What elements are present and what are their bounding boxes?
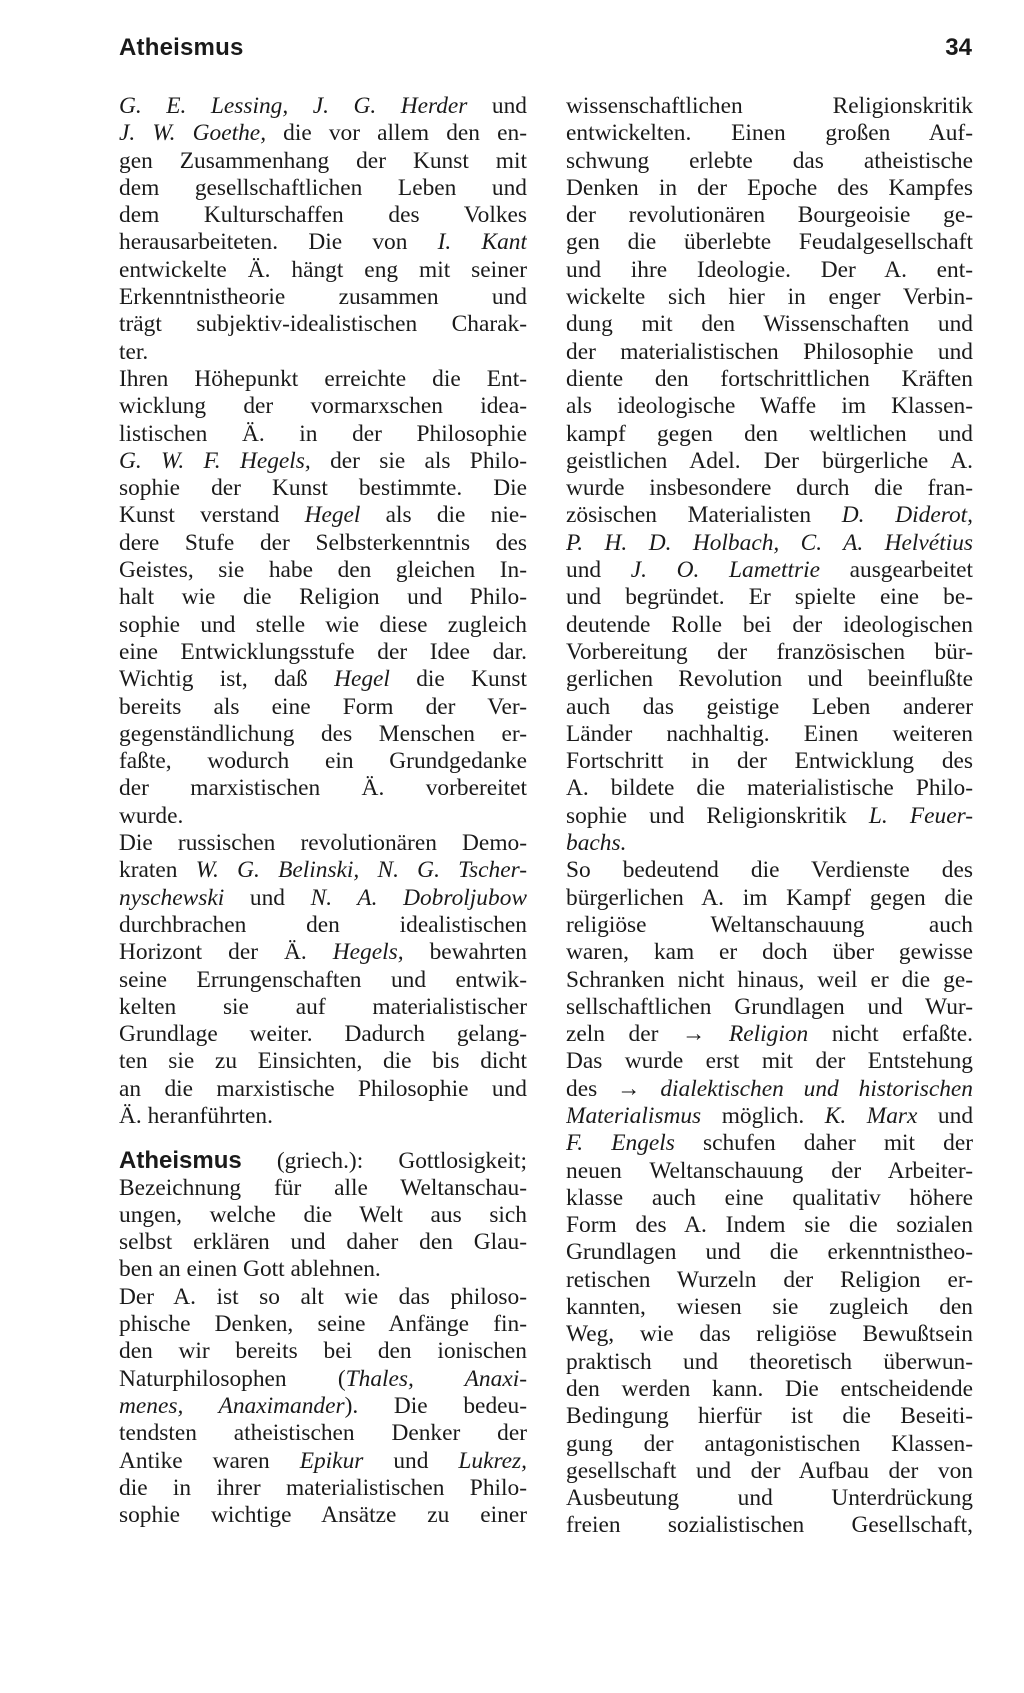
text-segment: Erkenntnistheorie zusammen und (119, 284, 527, 311)
entry-headword: Atheismus (119, 1147, 242, 1175)
text-segment: sophie und Religionskritik (566, 802, 869, 829)
text-line (119, 1475, 527, 1502)
text-segment: ungen, welche die Welt aus sich (119, 1201, 527, 1228)
text-line (119, 366, 527, 393)
text-line (566, 612, 973, 639)
text-segment: zeln der → (566, 1021, 729, 1048)
text-segment: kraten (119, 857, 196, 884)
text-line (566, 366, 973, 393)
text-segment: möglich. (701, 1102, 825, 1129)
text-segment: ausgearbeitet (819, 557, 973, 584)
text-line (566, 666, 973, 693)
text-segment: dem Kulturschaffen des Volkes (119, 202, 527, 229)
text-segment: tendsten atheistischen Denker der (119, 1420, 527, 1447)
text-segment: wicklung der vormarxschen idea- (119, 393, 527, 420)
text-line (119, 803, 527, 830)
italic-name: Religion (729, 1021, 809, 1048)
text-line (119, 748, 527, 775)
italic-name: Lukrez, (458, 1447, 527, 1474)
text-segment: sophie und stelle wie diese zugleich (119, 611, 527, 638)
text-segment: und begründet. Er spielte eine be- (566, 584, 973, 611)
italic-name: Thales, Anaxi- (345, 1365, 527, 1392)
text-segment: und ihre Ideologie. Der A. ent- (566, 256, 973, 283)
text-line (566, 1376, 973, 1403)
text-segment: des → (566, 1075, 661, 1102)
text-segment: auch das geistige Leben anderer (566, 693, 973, 720)
text-segment: A. bildete die materialistische Philo- (566, 775, 973, 802)
italic-name: dialektischen und historischen (660, 1075, 973, 1102)
text-segment: durchbrachen den idealistischen (119, 911, 527, 938)
text-line (566, 1103, 973, 1130)
text-line (119, 1147, 527, 1174)
text-segment: ten sie zu Einsichten, die bis dicht (119, 1048, 527, 1075)
text-line (119, 1175, 527, 1202)
text-line (566, 175, 973, 202)
text-line (566, 994, 973, 1021)
running-title: Atheismus (119, 34, 244, 61)
text-line (119, 93, 527, 120)
text-segment: Ihren Höhepunkt erreichte die Ent- (119, 365, 527, 392)
text-line (566, 1485, 973, 1512)
text-line (566, 1267, 973, 1294)
text-line (566, 530, 973, 557)
text-segment: die Kunst (389, 666, 527, 693)
text-line (119, 612, 527, 639)
italic-name: F. Engels (566, 1130, 675, 1157)
right-text-column (566, 93, 973, 1540)
text-line (119, 1021, 527, 1048)
text-segment: und (917, 1102, 973, 1129)
italic-name: J. O. Lamettrie (630, 557, 820, 584)
text-segment: den werden kann. Die entscheidende (566, 1375, 973, 1402)
text-segment: eine Entwicklungsstufe der Idee dar. (119, 638, 527, 665)
text-line (119, 666, 527, 693)
text-line (119, 1103, 527, 1130)
text-segment: religiöse Weltanschauung auch (566, 911, 973, 938)
text-segment: schufen daher mit der (674, 1130, 973, 1157)
text-segment: kelten sie auf materialistischer (119, 993, 527, 1020)
text-segment: Grundlage weiter. Dadurch gelang- (119, 1021, 527, 1048)
text-segment: der materialistischen Philosophie und (566, 338, 973, 365)
text-segment: (griech.): Gottlosigkeit; (241, 1148, 527, 1175)
text-segment: schwung erlebte das atheistische (566, 147, 973, 174)
text-line (119, 694, 527, 721)
text-segment: ). Die bedeu- (344, 1392, 527, 1419)
text-segment: Geistes, sie habe den gleichen In- (119, 557, 527, 584)
italic-name: N. A. Dobroljubow (310, 884, 527, 911)
italic-name: G. E. Lessing, J. G. Herder (119, 93, 468, 119)
text-segment: halt wie die Religion und Philo- (119, 584, 527, 611)
text-line (566, 1321, 973, 1348)
text-line (119, 202, 527, 229)
text-segment: Grundlagen und die erkenntnistheo- (566, 1239, 973, 1266)
text-line (119, 1284, 527, 1311)
text-line (566, 803, 973, 830)
text-line (119, 639, 527, 666)
text-segment: dere Stufe der Selbsterkenntnis des (119, 529, 527, 556)
text-line (566, 1239, 973, 1266)
text-line (566, 1130, 973, 1157)
text-line (566, 1431, 973, 1458)
text-segment: faßte, wodurch ein Grundgedanke (119, 748, 527, 775)
text-line (119, 284, 527, 311)
text-segment: Ä. heranführten. (119, 1102, 273, 1129)
italic-name: I. Kant (437, 229, 527, 256)
text-line (119, 939, 527, 966)
text-line (119, 1048, 527, 1075)
text-line (119, 1202, 527, 1229)
text-line (566, 1212, 973, 1239)
text-line (566, 1349, 973, 1376)
text-line (119, 448, 527, 475)
italic-name: P. H. D. Holbach, C. A. Helvétius (566, 529, 973, 556)
text-line (119, 1448, 527, 1475)
text-segment: wissenschaftlichen Religionskritik (566, 93, 973, 119)
text-segment: trägt subjektiv-idealistischen Charak- (119, 311, 527, 338)
text-line (566, 584, 973, 611)
text-line (119, 1502, 527, 1529)
text-segment: der marxistischen Ä. vorbereitet (119, 775, 527, 802)
text-line (566, 885, 973, 912)
text-line (566, 93, 973, 120)
text-line (566, 393, 973, 420)
text-line (566, 775, 973, 802)
text-segment: listischen Ä. in der Philosophie (119, 420, 527, 447)
text-segment: Fortschritt in der Entwicklung des (566, 748, 973, 775)
text-segment: waren, kam er doch über gewisse (566, 939, 973, 966)
italic-name: K. Marx (824, 1102, 918, 1129)
text-line (119, 1366, 527, 1393)
text-line (119, 530, 527, 557)
text-segment: gesellschaft und der Aufbau der von (566, 1457, 973, 1484)
text-line (566, 421, 973, 448)
text-line (566, 830, 973, 857)
text-line (119, 584, 527, 611)
text-segment: wurde. (119, 802, 184, 829)
text-segment: Naturphilosophen ( (119, 1365, 346, 1392)
text-segment: diente den fortschrittlichen Kräften (566, 365, 973, 392)
text-line (566, 1158, 973, 1185)
text-line (119, 120, 527, 147)
text-segment: Schranken nicht hinaus, weil er die ge- (566, 966, 973, 993)
text-segment: und (363, 1447, 459, 1474)
text-line (119, 502, 527, 529)
text-line (119, 1076, 527, 1103)
text-segment: entwickelte Ä. hängt eng mit seiner (119, 256, 527, 283)
text-line (119, 475, 527, 502)
text-line (119, 994, 527, 1021)
text-segment: an die marxistische Philosophie und (119, 1075, 527, 1102)
text-segment: deutende Rolle bei der ideologischen (566, 611, 973, 638)
text-line (119, 1393, 527, 1420)
text-segment: Antike waren (119, 1447, 300, 1474)
text-line (566, 748, 973, 775)
text-segment: gung der antagonistischen Klassen- (566, 1430, 973, 1457)
text-segment: die in ihrer materialistischen Philo- (119, 1474, 527, 1501)
text-segment: den wir bereits bei den ionischen (119, 1338, 527, 1365)
text-line (566, 448, 973, 475)
italic-name: Hegel (304, 502, 361, 529)
text-segment: Horizont der Ä. (119, 939, 333, 966)
text-line (119, 557, 527, 584)
italic-name: L. Feuer- (868, 802, 973, 829)
text-segment: selbst erklären und daher den Glau- (119, 1229, 527, 1256)
text-segment: Bedingung hierfür ist die Beseiti- (566, 1403, 973, 1430)
left-text-column (119, 93, 527, 1529)
text-segment: und (467, 93, 527, 119)
text-line (119, 885, 527, 912)
text-line (119, 967, 527, 994)
text-line (119, 393, 527, 420)
text-line (566, 502, 973, 529)
text-segment: kampf gegen den weltlichen und (566, 420, 973, 447)
text-line (566, 1076, 973, 1103)
text-line (566, 1294, 973, 1321)
text-line (566, 229, 973, 256)
text-line (566, 912, 973, 939)
text-line (566, 120, 973, 147)
text-line (566, 1048, 973, 1075)
text-segment: gen Zusammenhang der Kunst mit (119, 147, 527, 174)
text-segment: phische Denken, seine Anfänge fin- (119, 1311, 527, 1338)
text-segment: Das wurde erst mit der Entstehung (566, 1048, 973, 1075)
text-segment: der revolutionären Bourgeoisie ge- (566, 202, 973, 229)
text-segment: Ausbeutung und Unterdrückung (566, 1485, 973, 1512)
text-segment: Der A. ist so alt wie das philoso- (119, 1283, 527, 1310)
text-segment: dung mit den Wissenschaften und (566, 311, 973, 338)
text-line (119, 175, 527, 202)
text-line (566, 1185, 973, 1212)
text-segment: Kunst verstand (119, 502, 305, 529)
text-segment: die vor allem den en- (266, 120, 527, 147)
text-segment: als die nie- (360, 502, 527, 529)
text-line (566, 1403, 973, 1430)
text-segment: zösischen Materialisten (566, 502, 842, 529)
text-line (119, 257, 527, 284)
text-line (566, 939, 973, 966)
text-segment: retischen Wurzeln der Religion er- (566, 1266, 973, 1293)
text-segment: nicht erfaßte. (808, 1021, 973, 1048)
text-segment: der sie als Philo- (310, 447, 527, 474)
text-line (119, 721, 527, 748)
text-line (566, 1512, 973, 1539)
text-line (119, 229, 527, 256)
text-segment: wurde insbesondere durch die fran- (566, 475, 973, 502)
text-segment: kannten, wiesen sie zugleich den (566, 1294, 973, 1321)
text-segment: ter. (119, 338, 149, 365)
text-line (566, 721, 973, 748)
text-segment: sophie wichtige Ansätze zu einer (119, 1502, 527, 1529)
text-segment: bewahrten (403, 939, 527, 966)
italic-name: Materialismus (566, 1102, 702, 1129)
text-segment: dem gesellschaftlichen Leben und (119, 174, 527, 201)
text-line (566, 475, 973, 502)
text-line (566, 857, 973, 884)
text-line (119, 1420, 527, 1447)
italic-name: J. W. Goethe, (119, 120, 267, 147)
text-segment: klasse auch eine qualitativ höhere (566, 1184, 973, 1211)
text-line (566, 1458, 973, 1485)
text-line (119, 912, 527, 939)
italic-name: D. Diderot, (841, 502, 973, 529)
italic-name: nyschewski (119, 884, 225, 911)
page-number: 34 (945, 34, 972, 61)
text-segment: herausarbeiteten. Die von (119, 229, 438, 256)
text-line (566, 639, 973, 666)
text-segment: gegenständlichung des Menschen er- (119, 720, 527, 747)
text-segment: wickelte sich hier in enger Verbin- (566, 284, 973, 311)
text-segment: So bedeutend die Verdienste des (566, 857, 973, 884)
italic-name: bachs. (566, 830, 627, 857)
text-line (566, 694, 973, 721)
text-segment: praktisch und theoretisch überwun- (566, 1348, 973, 1375)
text-line (119, 830, 527, 857)
text-line (119, 421, 527, 448)
text-segment: bürgerlichen A. im Kampf gegen die (566, 884, 973, 911)
italic-name: Epikur (299, 1447, 364, 1474)
text-line (566, 1021, 973, 1048)
italic-name: W. G. Belinski, N. G. Tscher- (195, 857, 527, 884)
text-line (119, 857, 527, 884)
text-segment: gerlichen Revolution und beeinflußte (566, 666, 973, 693)
text-segment: neuen Weltanschauung der Arbeiter- (566, 1157, 973, 1184)
text-line (566, 311, 973, 338)
text-line (119, 1229, 527, 1256)
text-segment: und (566, 557, 631, 584)
text-segment: Form des A. Indem sie die sozialen (566, 1212, 973, 1239)
italic-name: menes, Anaximander (119, 1392, 345, 1419)
text-segment: sellschaftlichen Grundlagen und Wur- (566, 993, 973, 1020)
italic-name: G. W. F. Hegels, (119, 447, 311, 474)
text-segment: bereits als eine Form der Ver- (119, 693, 527, 720)
text-segment: und (224, 884, 311, 911)
text-segment: Länder nachhaltig. Einen weiteren (566, 720, 973, 747)
text-line (119, 311, 527, 338)
text-line (119, 1311, 527, 1338)
text-line (566, 257, 973, 284)
text-segment: sophie der Kunst bestimmte. Die (119, 475, 527, 502)
text-segment: Wichtig ist, daß (119, 666, 335, 693)
text-segment: Denken in der Epoche des Kampfes (566, 174, 973, 201)
italic-name: Hegel (334, 666, 390, 693)
text-segment: Vorbereitung der französischen bür- (566, 638, 973, 665)
text-line (119, 775, 527, 802)
text-line (566, 967, 973, 994)
text-segment: als ideologische Waffe im Klassen- (566, 393, 973, 420)
text-line (566, 148, 973, 175)
text-segment: seine Errungenschaften und entwik- (119, 966, 527, 993)
text-line (566, 339, 973, 366)
text-line (566, 557, 973, 584)
text-segment: Die russischen revolutionären Demo- (119, 830, 527, 857)
text-line (566, 202, 973, 229)
text-segment: Weg, wie das religiöse Bewußtsein (566, 1321, 973, 1348)
text-line (119, 339, 527, 366)
text-segment: geistlichen Adel. Der bürgerliche A. (566, 447, 973, 474)
text-line (119, 148, 527, 175)
text-segment: ben an einen Gott ablehnen. (119, 1256, 381, 1283)
text-line (566, 284, 973, 311)
text-segment: freien sozialistischen Gesellschaft, (566, 1512, 973, 1539)
text-line (119, 1256, 527, 1283)
text-line (119, 1338, 527, 1365)
text-segment: entwickelten. Einen großen Auf- (566, 120, 973, 147)
italic-name: Hegels, (332, 939, 404, 966)
text-segment: gen die überlebte Feudalgesellschaft (566, 229, 973, 256)
text-segment: Bezeichnung für alle Weltanschau- (119, 1174, 527, 1201)
